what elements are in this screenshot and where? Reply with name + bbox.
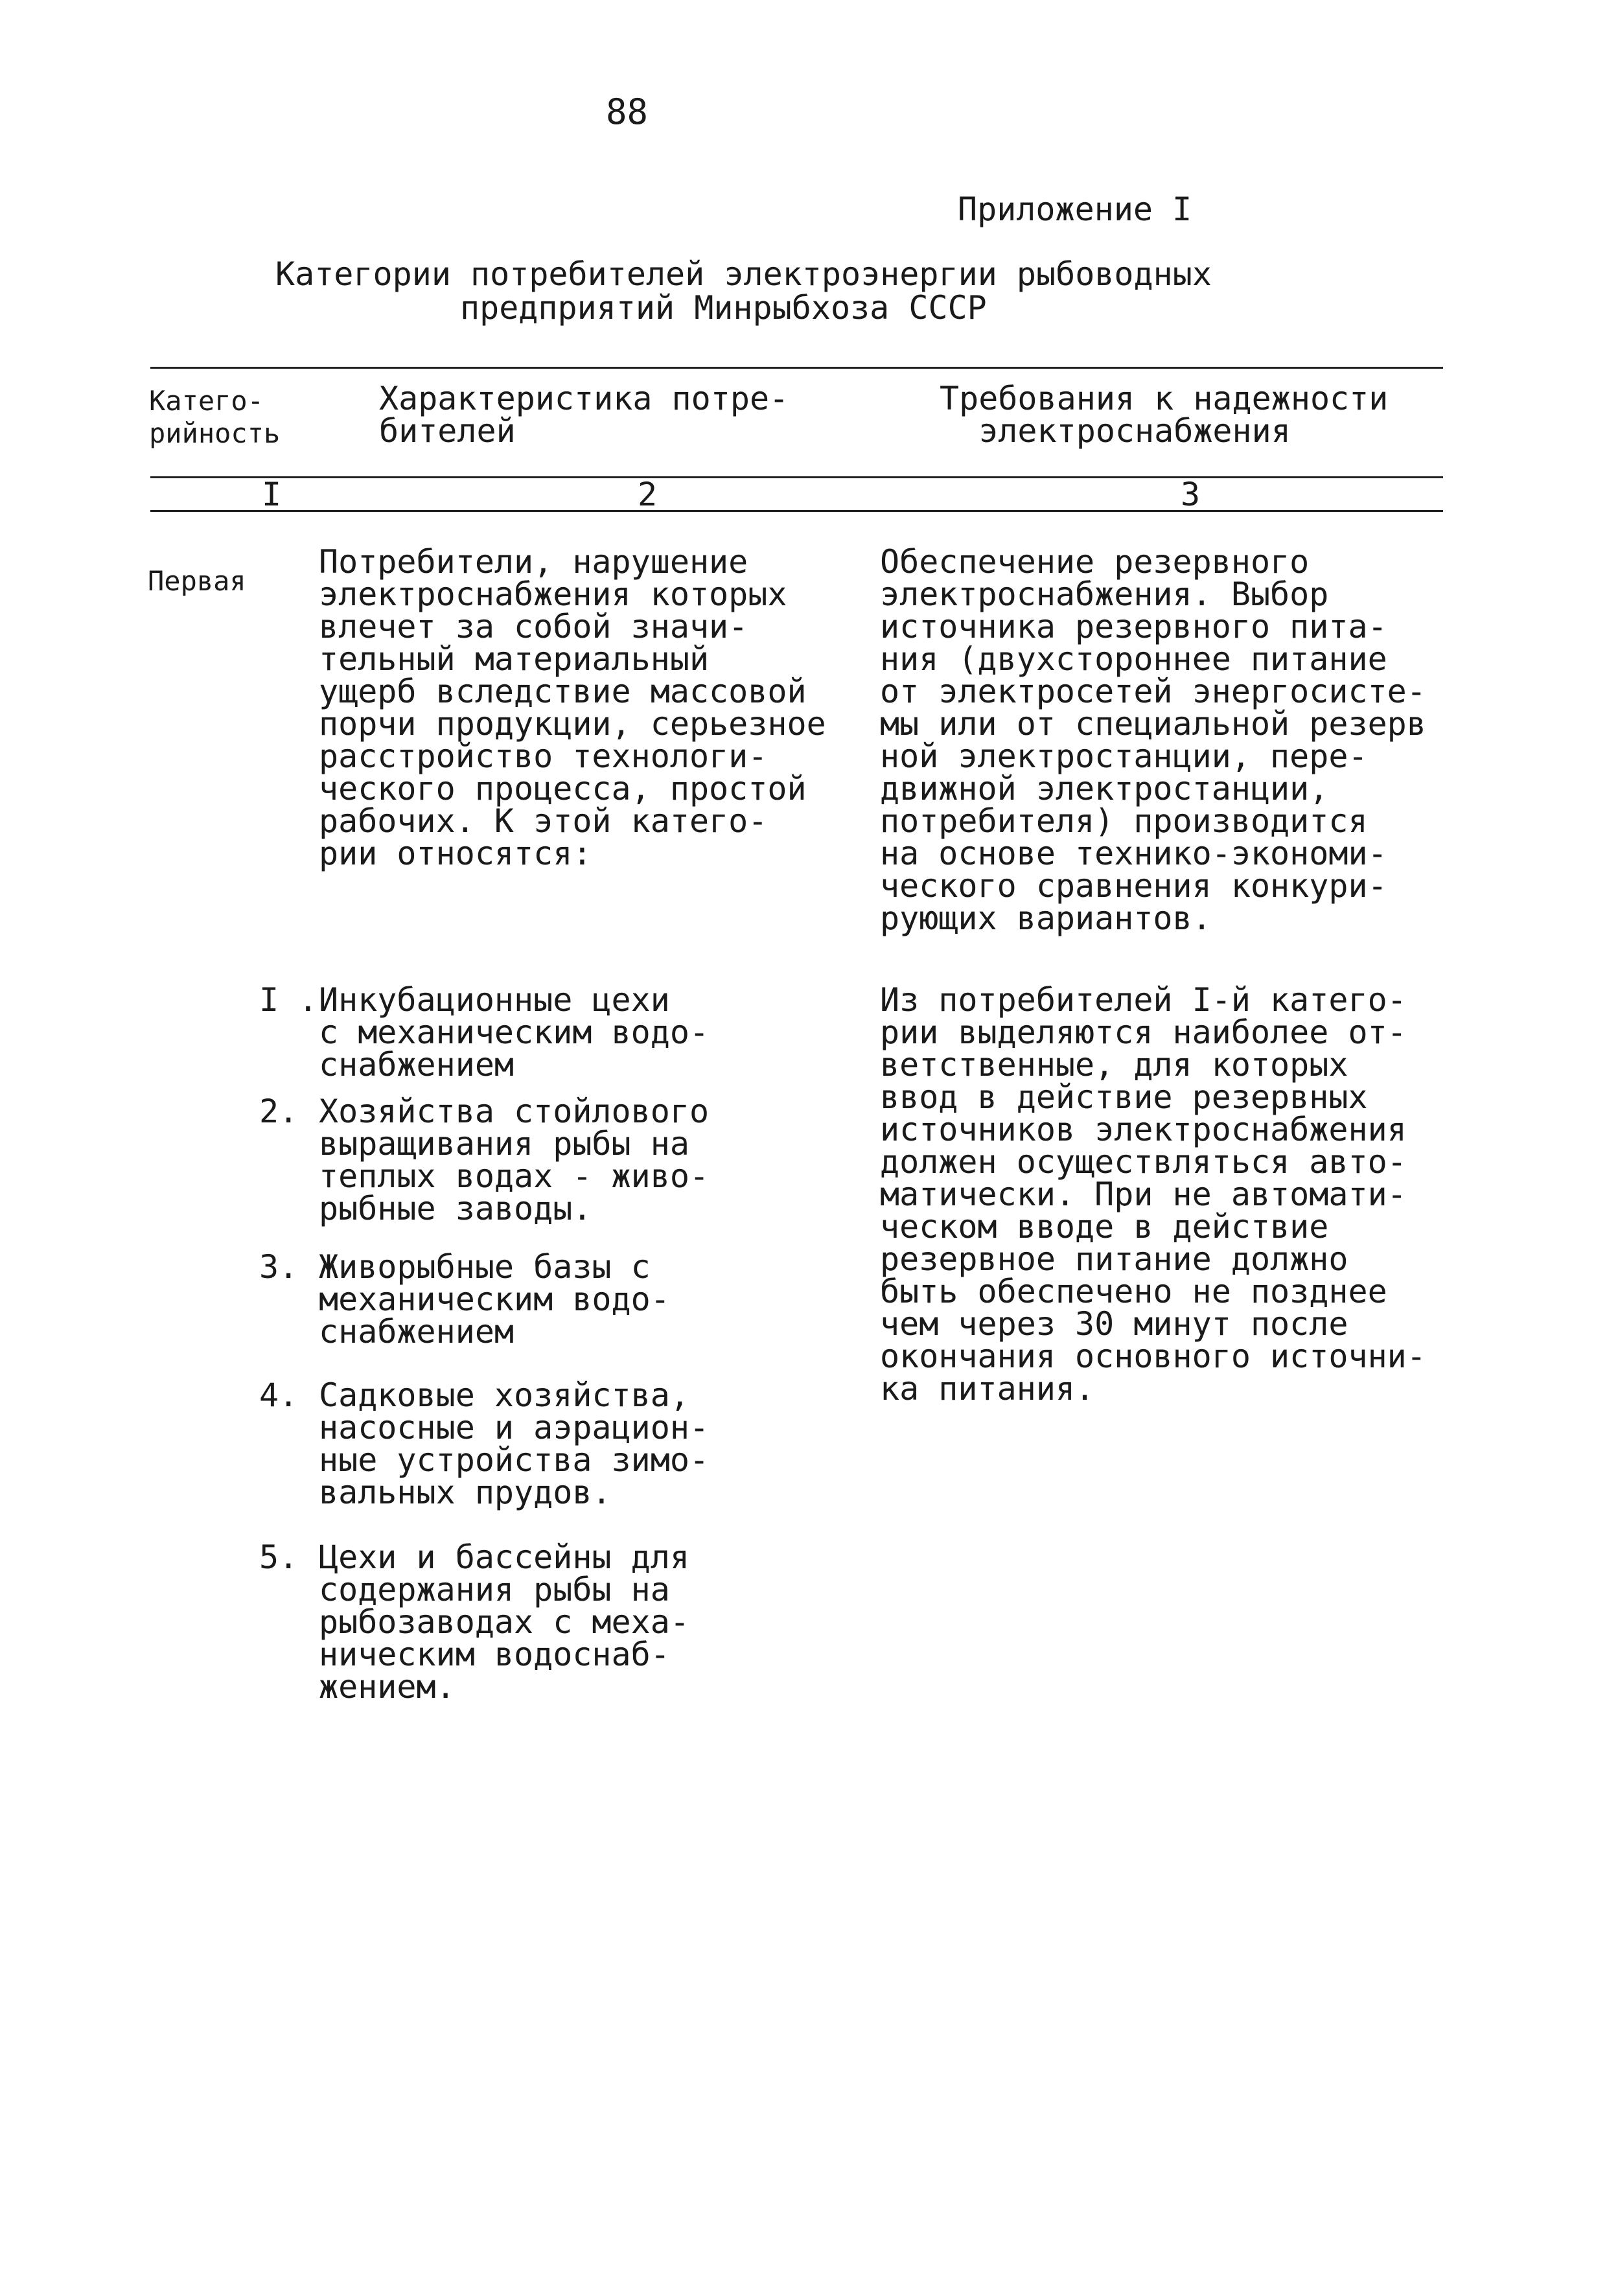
document-title-line-2: предприятий Минрыбхоза СССР xyxy=(460,289,987,327)
column-number-2: 2 xyxy=(638,476,658,513)
list-item-text: Хозяйства стойлового выращивания рыбы на теплых водах - живо- рыбные заводы. xyxy=(319,1093,710,1227)
column-number-3: 3 xyxy=(1181,476,1201,513)
list-item-number: 3. xyxy=(259,1248,299,1286)
header-category: Катего- рийность xyxy=(149,385,281,449)
document-title-line-1: Категории потребителей электроэнергии рыбоводных xyxy=(275,255,1212,293)
numbers-bottom-rule xyxy=(150,510,1443,512)
list-item-number: 2. xyxy=(259,1093,299,1130)
list-item-text: Садковые хозяйства, насосные и аэрацион- ные устройства зимо- вальных прудов. xyxy=(319,1376,710,1511)
list-item-text: Инкубационные цехи с механическим водо- снабжением xyxy=(319,981,710,1084)
header-bottom-rule xyxy=(150,476,1443,478)
list-item-text: Цехи и бассейны для содержания рыбы на рыбозаводах с меха- ническим водоснаб- жением. xyxy=(319,1538,689,1706)
table-top-rule xyxy=(150,367,1443,369)
list-item-text: Живорыбные базы с механическим водо- снабжением xyxy=(319,1248,670,1351)
list-item-number: 5. xyxy=(259,1538,299,1576)
requirements-special-group: Из потребителей I-й катего- рии выделяются наиболее от- ветственные, для которых ввод в действие резервных источников электроснабжения должен осуществляться авто- матически. При не автомати- ческом вводе в действие резервное питание должно быть обеспечено не позднее чем через 30 минут после окончания основного источни- ка питания. xyxy=(880,981,1426,1408)
page-number: 88 xyxy=(606,91,649,132)
consumer-description: Потребители, нарушение электроснабжения которых влечет за собой значи- тельный материальный ущерб вследствие массовой порчи продукции, серьезное расстройство технологи- ческого процесса, простой рабочих. К этой катего- рии относятся: xyxy=(319,543,826,872)
appendix-label: Приложение I xyxy=(958,191,1192,228)
column-number-1: I xyxy=(262,476,282,513)
list-item-number: I . xyxy=(259,981,318,1019)
requirements-main: Обеспечение резервного электроснабжения. Выбор источника резервного пита- ния (двухстороннее питание от электросетей энергосисте- мы или от специальной резерв ной электростанции, пере- движной электростанции, потребителя) производится на основе технико-экономи- ческого сравнения конкури- рующих вариантов. xyxy=(880,543,1426,937)
list-item-number: 4. xyxy=(259,1376,299,1414)
category-value: Первая xyxy=(148,565,246,597)
header-consumer-characteristics: Характеристика потре- бителей xyxy=(379,380,789,450)
header-supply-requirements: Требования к надежности электроснабжения xyxy=(940,380,1389,450)
